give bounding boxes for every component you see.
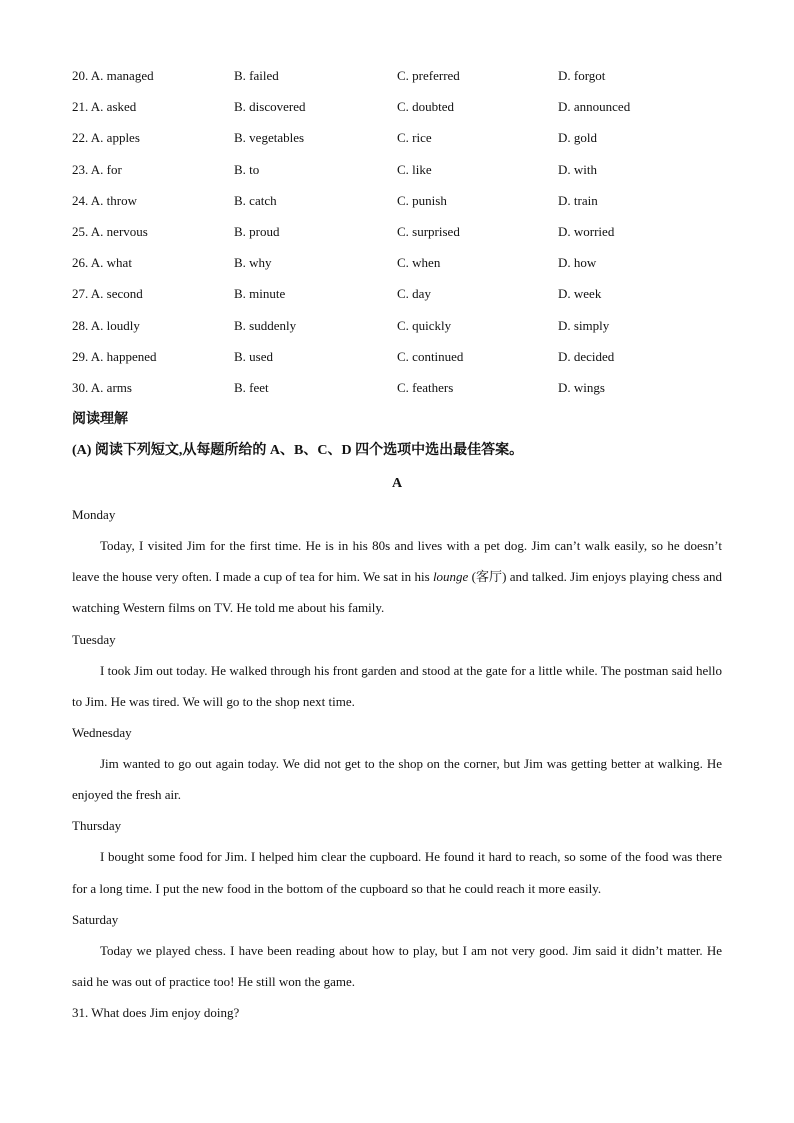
option-a[interactable]: 20. A. managed xyxy=(72,68,154,83)
option-c[interactable]: C. rice xyxy=(397,130,432,146)
option-c[interactable]: C. preferred xyxy=(397,68,460,83)
day-heading-thursday: Thursday xyxy=(72,818,122,834)
option-d[interactable]: D. worried xyxy=(558,223,615,239)
option-a[interactable]: 21. A. asked xyxy=(72,99,137,115)
option-row-20 xyxy=(72,60,722,91)
day-heading-saturday: Saturday xyxy=(72,911,119,927)
option-c[interactable]: C. quickly xyxy=(397,317,452,333)
option-d[interactable]: D. week xyxy=(558,286,602,302)
options-list xyxy=(72,60,722,403)
option-b[interactable]: B. proud xyxy=(234,223,280,239)
option-a[interactable]: 30. A. arms xyxy=(72,379,132,395)
option-a[interactable]: 27. A. second xyxy=(72,286,143,302)
option-row-25 xyxy=(72,216,722,247)
option-d[interactable]: D. train xyxy=(558,192,598,208)
option-b[interactable]: B. minute xyxy=(234,286,286,302)
option-c[interactable]: C. like xyxy=(397,161,432,177)
option-d[interactable]: D. forgot xyxy=(558,68,606,83)
option-row-22 xyxy=(72,122,722,153)
option-d[interactable]: D. decided xyxy=(558,348,615,364)
option-a[interactable]: 24. A. throw xyxy=(72,192,137,208)
paragraph-wednesday: Jim wanted to go out again today. We did not get to the shop on the corner, but Jim was getting better at walking. He enjoyed the fresh air. xyxy=(72,756,722,803)
instruction-text: (A) 阅读下列短文,从每题所给的 A、B、C、D 四个选项中选出最佳答案。 xyxy=(72,443,524,459)
option-a[interactable]: 26. A. what xyxy=(72,255,132,271)
option-d[interactable]: D. gold xyxy=(558,130,597,146)
option-row-21 xyxy=(72,91,722,122)
italic-word: lounge xyxy=(432,569,469,585)
option-b[interactable]: B. feet xyxy=(234,379,269,395)
option-row-30 xyxy=(72,372,722,403)
diary-passage xyxy=(72,499,722,997)
option-b[interactable]: B. why xyxy=(234,255,272,271)
option-row-27 xyxy=(72,278,722,309)
passage-title: A xyxy=(391,476,403,492)
option-c[interactable]: C. continued xyxy=(397,348,464,364)
paragraph-text: Today, I visited Jim for the first time. He is in his 80s and lives with a pet dog. Jim can’t walk easily, so he doesn’t leave the house very often. I made a cup of tea for him. We sat in his xyxy=(72,538,722,585)
option-c[interactable]: C. punish xyxy=(397,192,447,208)
option-row-26 xyxy=(72,247,722,278)
option-b[interactable]: B. to xyxy=(234,161,260,177)
paragraph-text: (客厅) and talked. Jim enjoys playing chess and watching Western films on TV. He told me about his family. xyxy=(72,569,722,616)
paragraph-saturday: Today we played chess. I have been reading about how to play, but I am not very good. Jim said it didn’t matter. He said he was out of practice too! He still won the game. xyxy=(72,942,722,990)
option-b[interactable]: B. catch xyxy=(234,192,277,208)
paragraph-monday xyxy=(72,530,722,624)
option-a[interactable]: 23. A. for xyxy=(72,161,122,177)
option-d[interactable]: D. wings xyxy=(558,379,605,395)
section-title: 阅读理解 xyxy=(72,412,128,428)
option-a[interactable]: 25. A. nervous xyxy=(72,223,148,239)
option-c[interactable]: C. day xyxy=(397,286,431,302)
day-heading-tuesday: Tuesday xyxy=(72,631,116,647)
option-row-29 xyxy=(72,341,722,372)
option-row-28 xyxy=(72,310,722,341)
option-b[interactable]: B. vegetables xyxy=(234,130,305,146)
option-c[interactable]: C. when xyxy=(397,255,441,271)
option-b[interactable]: B. used xyxy=(234,348,273,364)
document-page xyxy=(72,60,722,1028)
option-b[interactable]: B. suddenly xyxy=(234,317,297,333)
option-a[interactable]: 29. A. happened xyxy=(72,348,157,364)
option-row-24 xyxy=(72,185,722,216)
option-c[interactable]: C. doubted xyxy=(397,99,455,115)
day-heading-wednesday: Wednesday xyxy=(72,725,132,741)
option-b[interactable]: B. failed xyxy=(234,68,279,83)
paragraph-thursday: I bought some food for Jim. I helped him clear the cupboard. He found it hard to reach, so some of the food was there for a long time. I put the new food in the bottom of the cupboard so that he could reach it more easily. xyxy=(72,849,722,896)
question-31: 31. What does Jim enjoy doing? xyxy=(72,1005,240,1021)
option-d[interactable]: D. how xyxy=(558,255,597,271)
option-d[interactable]: D. with xyxy=(558,161,597,177)
option-d[interactable]: D. simply xyxy=(558,317,610,333)
option-row-23 xyxy=(72,154,722,185)
option-a[interactable]: 22. A. apples xyxy=(72,130,140,146)
option-c[interactable]: C. surprised xyxy=(397,223,460,239)
option-a[interactable]: 28. A. loudly xyxy=(72,317,140,333)
option-b[interactable]: B. discovered xyxy=(234,99,306,115)
option-c[interactable]: C. feathers xyxy=(397,379,454,395)
day-heading-monday: Monday xyxy=(72,507,116,523)
paragraph-tuesday: I took Jim out today. He walked through his front garden and stood at the gate for a little while. The postman said hello to Jim. He was tired. We will go to the shop next time. xyxy=(72,662,722,709)
option-d[interactable]: D. announced xyxy=(558,99,631,115)
